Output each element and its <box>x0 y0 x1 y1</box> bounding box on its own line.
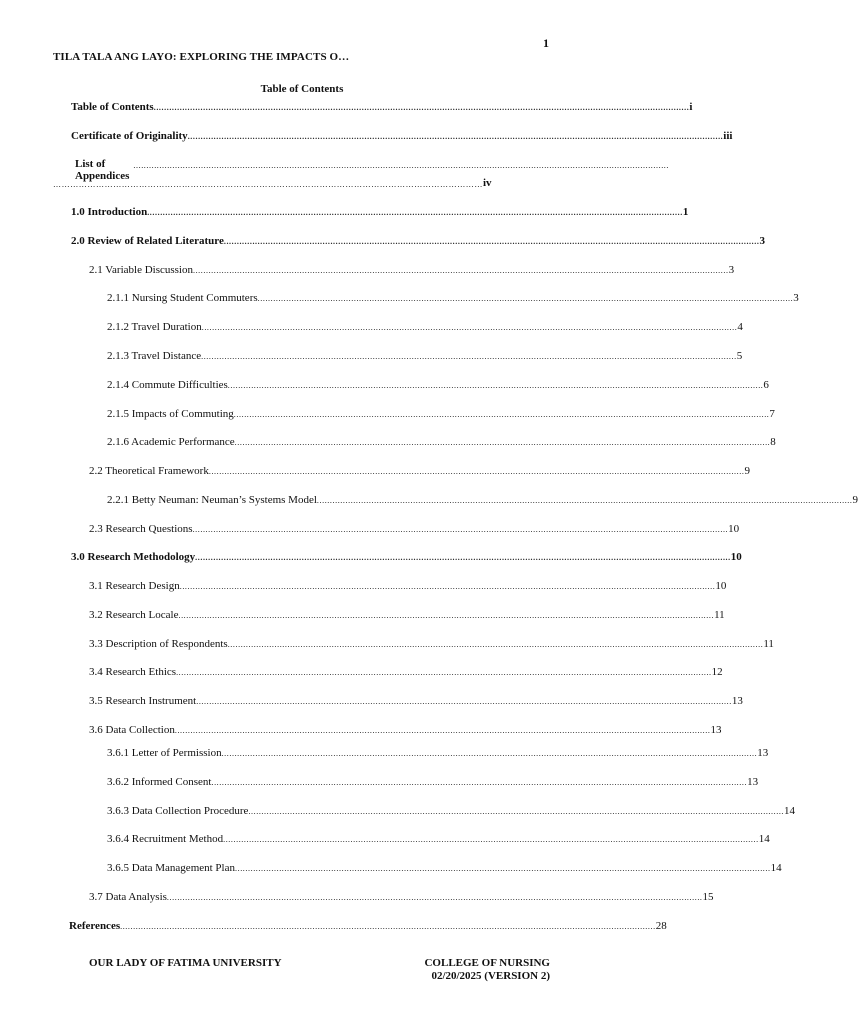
toc-entry <box>89 638 774 651</box>
leader-dots: .............................................................................................................................................................................................................. <box>133 161 669 170</box>
toc-entry-label: Table of Contents <box>71 101 154 113</box>
toc-entry-page: 11 <box>763 638 774 650</box>
leader-dots: .............................................................................................................................................................................................................. <box>187 132 724 141</box>
toc-entry-page: 13 <box>731 695 743 707</box>
leader-dots: .............................................................................................................................................................................................................. <box>223 237 760 246</box>
toc-entry <box>71 206 689 219</box>
leader-dots: .............................................................................................................................................................................................................. <box>221 749 758 758</box>
toc-entry-page: 10 <box>715 580 727 592</box>
toc-entry-label: 2.1.5 Impacts of Commuting <box>107 408 234 420</box>
leader-dots: .............................................................................................................................................................................................................. <box>227 381 764 390</box>
toc-entry-label: 1.0 Introduction <box>71 206 148 218</box>
toc-entry <box>107 408 775 421</box>
leader-dots: .............................................................................................................................................................................................................. <box>196 697 732 706</box>
toc-entry-page: 11 <box>714 609 725 621</box>
toc-entry <box>71 551 742 564</box>
toc-entry-label: 3.1 Research Design <box>89 580 180 592</box>
leader-dots: .............................................................................................................................................................................................................. <box>192 266 729 275</box>
toc-entry-label: 2.1.2 Travel Duration <box>107 321 202 333</box>
toc-entry-label: References <box>69 920 121 932</box>
toc-entry-label: 3.6.3 Data Collection Procedure <box>107 805 249 817</box>
toc-entry-label: 3.6.5 Data Management Plan <box>107 862 235 874</box>
toc-entry <box>89 891 714 904</box>
leader-dots: .............................................................................................................................................................................................................. <box>223 835 759 844</box>
toc-entry-page: 13 <box>757 747 769 759</box>
toc-entry-page: 14 <box>758 833 770 845</box>
leader-dots: .............................................................................................................................................................................................................. <box>208 467 745 476</box>
toc-entry <box>89 465 750 478</box>
toc-entry <box>107 833 770 846</box>
toc-entry-label: 3.3 Description of Respondents <box>89 638 228 650</box>
toc-entry-page: 5 <box>736 350 743 362</box>
toc-entry-page: 14 <box>770 862 782 874</box>
leader-dots: .............................................................................................................................................................................................................. <box>257 294 794 303</box>
toc-entry-label: 3.6.2 Informed Consent <box>107 776 212 788</box>
toc-entry-page: 9 <box>852 494 858 506</box>
toc-entry-label: 2.3 Research Questions <box>89 523 193 535</box>
toc-entry-page: 3 <box>759 235 765 247</box>
toc-entry-label: 3.0 Research Methodology <box>71 551 196 563</box>
toc-entry-label: List of Appendices <box>75 158 130 182</box>
page-number: 1 <box>543 36 549 50</box>
footer-right <box>420 957 550 983</box>
toc-entry-page: 12 <box>711 666 723 678</box>
leader-dots: .............................................................................................................................................................................................................. <box>179 582 716 591</box>
leader-dots: .............................................................................................................................................................................................................. <box>316 496 853 505</box>
toc-entry-label: 3.6.4 Recruitment Method <box>107 833 224 845</box>
toc-entry-page: 14 <box>784 805 796 817</box>
toc-entry-label: 2.2.1 Betty Neuman: Neuman’s Systems Model <box>107 494 317 506</box>
toc-entry <box>89 695 743 708</box>
toc-entry <box>89 666 723 679</box>
footer-date-version: 02/20/2025 (VERSION 2) <box>431 970 550 982</box>
leader-dots: .............................................................................................................................................................................................................. <box>201 352 737 361</box>
toc-entry <box>107 436 776 449</box>
leader-dots: .............................................................................................................................................................................................................. <box>201 323 738 332</box>
toc-entry-page: 6 <box>763 379 769 391</box>
leader-dots: .............................................................................................................................................................................................................. <box>235 864 771 873</box>
toc-entry <box>107 805 796 818</box>
toc-entry-label: 2.1.3 Travel Distance <box>107 350 202 362</box>
leader-dots: …………………………………………………………………………………………………………………………………… <box>53 180 483 189</box>
toc-entry <box>107 776 759 789</box>
toc-entry-page: 9 <box>744 465 750 477</box>
leader-dots: .............................................................................................................................................................................................................. <box>120 922 656 931</box>
toc-title: Table of Contents <box>260 83 344 95</box>
footer-university: OUR LADY OF FATIMA UNIVERSITY <box>89 957 282 969</box>
toc-entry <box>69 920 667 933</box>
toc-entry <box>107 321 743 334</box>
toc-entry <box>71 101 693 114</box>
leader-dots: .............................................................................................................................................................................................................. <box>147 208 683 217</box>
toc-entry-label: 2.2 Theoretical Framework <box>89 465 209 477</box>
leader-dots: .............................................................................................................................................................................................................. <box>227 640 764 649</box>
toc-entry <box>107 292 799 305</box>
toc-entry-page: 4 <box>737 321 743 333</box>
toc-entry-label: 2.1.4 Commute Difficulties <box>107 379 228 391</box>
toc-entry <box>107 862 782 875</box>
leader-dots: .............................................................................................................................................................................................................. <box>178 611 715 620</box>
toc-entry-page: iii <box>723 130 733 142</box>
toc-entry-page: 7 <box>769 408 775 420</box>
toc-entry-page: 1 <box>682 206 689 218</box>
leader-dots: .............................................................................................................................................................................................................. <box>248 807 785 816</box>
toc-entry-page: 3 <box>793 292 799 304</box>
toc-entry-label: 2.1 Variable Discussion <box>89 264 193 276</box>
toc-entry <box>71 235 765 248</box>
toc-entry <box>89 724 722 737</box>
leader-dots: .............................................................................................................................................................................................................. <box>192 525 729 534</box>
toc-entry <box>107 379 769 392</box>
leader-dots: .............................................................................................................................................................................................................. <box>166 893 703 902</box>
toc-entry-label: 2.1.6 Academic Performance <box>107 436 235 448</box>
toc-entry <box>107 747 769 760</box>
toc-entry-label: 3.5 Research Instrument <box>89 695 197 707</box>
toc-entry <box>89 609 725 622</box>
toc-entry-page: 3 <box>728 264 735 276</box>
toc-entry-page: 8 <box>770 436 776 448</box>
toc-entry-label: 2.1.1 Nursing Student Commuters <box>107 292 258 304</box>
toc-entry-label: 3.2 Research Locale <box>89 609 179 621</box>
toc-entry-page: 13 <box>710 724 722 736</box>
leader-dots: .............................................................................................................................................................................................................. <box>233 410 770 419</box>
toc-entry <box>89 580 727 593</box>
toc-entry-page: 28 <box>655 920 667 932</box>
toc-entry <box>89 264 735 277</box>
leader-dots: .............................................................................................................................................................................................................. <box>153 103 690 112</box>
leader-dots: .............................................................................................................................................................................................................. <box>174 726 711 735</box>
leader-dots: .............................................................................................................................................................................................................. <box>211 778 748 787</box>
toc-entry-page: 10 <box>730 551 742 563</box>
toc-entry-label: 2.0 Review of Related Literature <box>71 235 224 247</box>
toc-entry <box>71 130 733 143</box>
toc-entry-page: iv <box>483 177 492 189</box>
leader-dots: .............................................................................................................................................................................................................. <box>195 553 731 562</box>
toc-entry <box>89 523 740 536</box>
footer-college: COLLEGE OF NURSING <box>424 957 550 969</box>
toc-entry-label: 3.6.1 Letter of Permission <box>107 747 222 759</box>
toc-entry <box>107 350 743 363</box>
toc-entry <box>107 494 858 507</box>
leader-dots: .............................................................................................................................................................................................................. <box>176 668 712 677</box>
toc-entry-page: 13 <box>747 776 759 788</box>
toc-entry-page: 10 <box>728 523 740 535</box>
toc-entry-label: 3.6 Data Collection <box>89 724 175 736</box>
toc-entry-page: i <box>689 101 693 113</box>
toc-entry-page: 15 <box>702 891 714 903</box>
running-head: TILA TALA ANG LAYO: EXPLORING THE IMPACTS O… <box>53 51 350 63</box>
toc-entry-continuation <box>53 177 492 189</box>
leader-dots: .............................................................................................................................................................................................................. <box>234 438 771 447</box>
toc-entry-label: 3.4 Research Ethics <box>89 666 177 678</box>
toc-entry-label: Certificate of Originality <box>71 130 188 142</box>
toc-entry-label: 3.7 Data Analysis <box>89 891 167 903</box>
